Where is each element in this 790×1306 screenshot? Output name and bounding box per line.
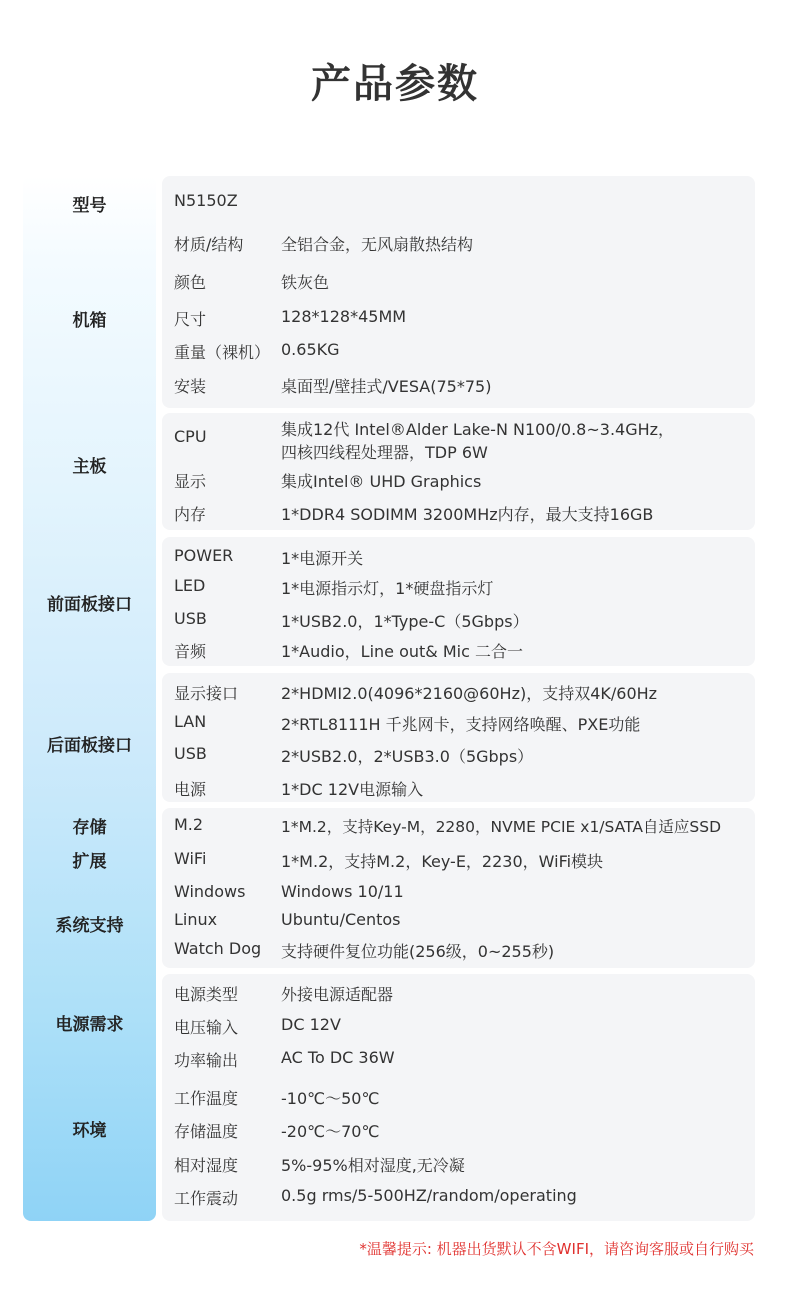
spec-label: M.2: [174, 815, 204, 834]
panel-power-env: [162, 974, 755, 1221]
spec-label: 电源类型: [174, 985, 239, 1004]
spec-value: Ubuntu/Centos: [281, 910, 401, 929]
model-value: N5150Z: [174, 191, 238, 210]
spec-label: USB: [174, 609, 207, 628]
spec-label: USB: [174, 744, 207, 763]
spec-label: 存储温度: [174, 1122, 239, 1141]
spec-value: Windows 10/11: [281, 882, 404, 901]
spec-value-line2: 四核四线程处理器，TDP 6W: [281, 443, 488, 462]
spec-value: 0.5g rms/5-500HZ/random/operating: [281, 1186, 577, 1205]
spec-label: Watch Dog: [174, 939, 262, 958]
spec-value: 铁灰色: [281, 273, 330, 292]
category-chassis: 机箱: [72, 311, 107, 331]
spec-value: -20℃～70℃: [281, 1122, 380, 1141]
spec-label: 尺寸: [174, 310, 207, 329]
category-expansion: 扩展: [72, 852, 107, 872]
spec-value: 1*M.2，支持Key-M，2280，NVME PCIE x1/SATA自适应SSD: [281, 818, 722, 836]
category-os-support: 系统支持: [55, 916, 124, 936]
spec-label: 工作温度: [174, 1089, 239, 1108]
spec-value: 1*M.2，支持M.2，Key-E，2230，WiFi模块: [281, 852, 604, 871]
spec-value: 外接电源适配器: [281, 985, 394, 1004]
category-board: 主板: [72, 457, 107, 477]
spec-label: POWER: [174, 546, 234, 565]
spec-label: 工作震动: [174, 1189, 239, 1208]
spec-value: 1*USB2.0，1*Type-C（5Gbps）: [281, 612, 529, 631]
wifi-note: *温馨提示: 机器出货默认不含WIFI，请咨询客服或自行购买: [359, 1240, 754, 1258]
category-rear-panel: 后面板接口: [47, 736, 132, 756]
spec-value: 支持硬件复位功能(256级，0~255秒): [281, 942, 555, 961]
category-power: 电源需求: [55, 1015, 124, 1035]
spec-value: 2*USB2.0，2*USB3.0（5Gbps）: [281, 747, 534, 766]
spec-label: 内存: [174, 505, 207, 524]
spec-label: 功率输出: [174, 1051, 239, 1070]
spec-value: AC To DC 36W: [281, 1048, 395, 1067]
spec-value: 集成Intel® UHD Graphics: [281, 472, 482, 491]
spec-label: LED: [174, 576, 206, 595]
spec-label: 颜色: [174, 273, 207, 292]
spec-value: -10℃～50℃: [281, 1089, 380, 1108]
spec-value: DC 12V: [281, 1015, 341, 1034]
spec-value: 0.65KG: [281, 340, 340, 359]
page-title: 产品参数: [311, 61, 479, 107]
spec-value: 5%-95%相对湿度,无冷凝: [281, 1156, 465, 1175]
category-front-panel: 前面板接口: [47, 595, 132, 615]
spec-label: 安装: [174, 377, 207, 396]
spec-label: LAN: [174, 712, 207, 731]
spec-value: 1*Audio，Line out& Mic 二合一: [281, 642, 523, 661]
category-column: [23, 176, 156, 1221]
spec-value: 2*HDMI2.0(4096*2160@60Hz)，支持双4K/60Hz: [281, 684, 658, 703]
category-storage: 存储: [72, 818, 107, 838]
spec-label: 电压输入: [174, 1018, 239, 1037]
spec-label: 显示接口: [174, 684, 239, 703]
spec-label: 电源: [174, 780, 207, 799]
category-environment: 环境: [72, 1121, 107, 1141]
spec-label: 材质/结构: [174, 235, 244, 254]
spec-value: 1*DC 12V电源输入: [281, 780, 424, 799]
spec-value: 集成12代 Intel®Alder Lake-N N100/0.8~3.4GHz，: [281, 420, 675, 439]
spec-label: 音频: [174, 642, 207, 661]
spec-label: WiFi: [174, 849, 207, 868]
spec-value: 全铝合金，无风扇散热结构: [281, 235, 474, 254]
spec-label: 显示: [174, 472, 207, 491]
category-model: 型号: [72, 196, 107, 216]
spec-label: Windows: [174, 882, 246, 901]
spec-value: 128*128*45MM: [281, 307, 407, 326]
spec-label: 相对湿度: [174, 1156, 239, 1175]
spec-value: 2*RTL8111H 千兆网卡，支持网络唤醒、PXE功能: [281, 715, 641, 734]
spec-label: CPU: [174, 427, 207, 446]
spec-value: 桌面型/壁挂式/VESA(75*75): [281, 377, 492, 396]
spec-value: 1*DDR4 SODIMM 3200MHz内存，最大支持16GB: [281, 505, 654, 524]
spec-label: 重量（裸机）: [174, 343, 271, 362]
spec-value: 1*电源开关: [281, 549, 364, 568]
spec-label: Linux: [174, 910, 218, 929]
spec-value: 1*电源指示灯，1*硬盘指示灯: [281, 579, 494, 598]
